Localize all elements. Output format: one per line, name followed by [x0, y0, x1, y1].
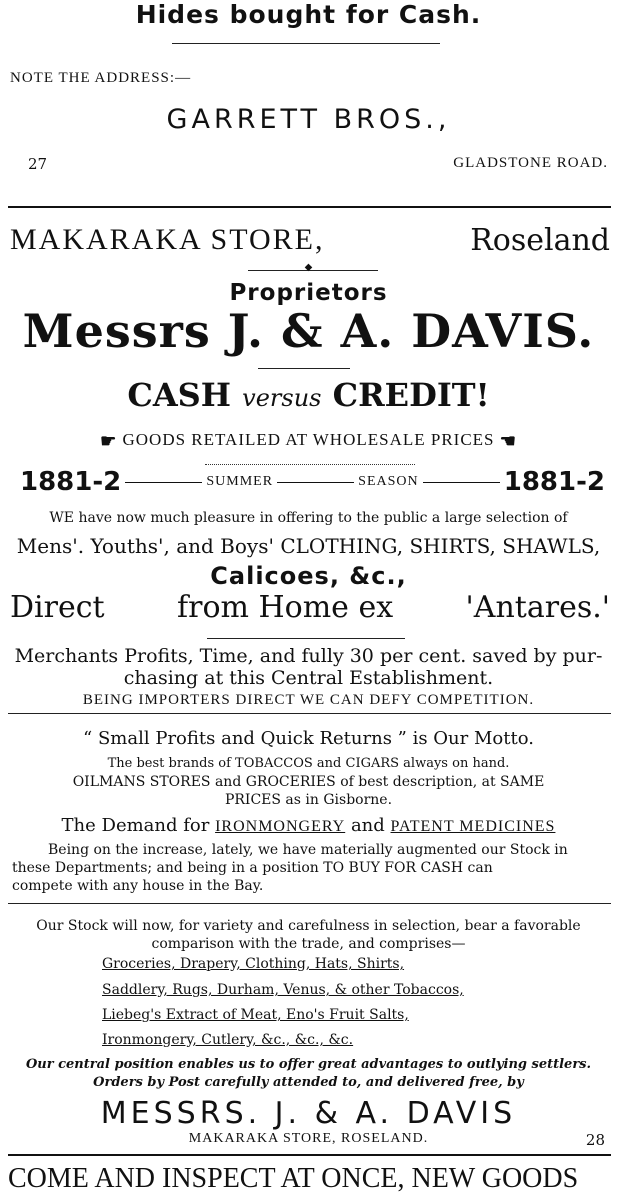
- section-divider: [8, 206, 611, 208]
- antares-word: 'Antares.': [465, 590, 610, 625]
- direct-word: Direct: [10, 590, 105, 625]
- pointing-hand-icon: ☚: [499, 430, 517, 451]
- divider: [172, 43, 440, 44]
- and-text: and: [350, 815, 385, 836]
- season-year-left: 1881-2: [20, 467, 122, 497]
- come-and-inspect: COME AND INSPECT AT ONCE, NEW GOODS: [8, 1163, 579, 1194]
- orders-by-post: Orders by Post carefully attended to, and delivered free, by: [93, 1075, 524, 1090]
- stock-item-liebeg: Liebeg's Extract of Meat, Eno's Fruit Salts,: [102, 1007, 409, 1023]
- importers-direct: BEING IMPORTERS DIRECT WE CAN DEFY COMPETITION.: [82, 692, 535, 708]
- stock-line-1: Our Stock will now, for variety and carefulness in selection, bear a favorable: [36, 918, 581, 934]
- street-number: 27: [28, 155, 48, 173]
- stock-item-saddlery: Saddlery, Rugs, Durham, Venus, & other Tobaccos,: [102, 982, 464, 998]
- note-address: NOTE THE ADDRESS:—: [10, 70, 192, 86]
- stock-item-ironmongery: Ironmongery, Cutlery, &c., &c., &c.: [102, 1032, 354, 1048]
- ironmongery-text: IRONMONGERY: [215, 818, 346, 835]
- street-name: GLADSTONE ROAD.: [453, 155, 608, 171]
- from-home-words: from Home ex: [177, 590, 394, 625]
- offer-text: WE have now much pleasure in offering to the public a large selection of: [49, 510, 568, 526]
- messrs-davis: Messrs J. & A. DAVIS.: [22, 304, 595, 358]
- garrett-bros-title: GARRETT BROS.,: [166, 104, 451, 135]
- increase-line-3: compete with any house in the Bay.: [12, 878, 264, 894]
- increase-line-1: Being on the increase, lately, we have materially augmented our Stock in: [48, 842, 568, 858]
- proprietors-label: Proprietors: [229, 280, 388, 306]
- goods-retailed: [0, 430, 617, 452]
- motto: “ Small Profits and Quick Returns ” is Our Motto.: [83, 728, 534, 749]
- cash-versus-credit: [0, 376, 617, 414]
- season-summer: SUMMER: [206, 474, 274, 489]
- messrs-davis-footer: MESSRS. J. & A. DAVIS: [100, 1096, 517, 1131]
- pointing-hand-icon: ☛: [100, 430, 118, 451]
- divider: [207, 638, 405, 639]
- season-line: [20, 467, 605, 497]
- central-position: Our central position enables us to offer great advantages to outlying settlers.: [25, 1057, 592, 1072]
- oilmans-stores: OILMANS STORES and GROCERIES of best description, at SAME: [72, 774, 545, 790]
- season-year-right: 1881-2: [503, 467, 605, 497]
- cash-word: CASH: [127, 376, 231, 414]
- hides-heading: Hides bought for Cash.: [135, 0, 482, 29]
- store-location: Roseland: [470, 223, 610, 258]
- versus-word: versus: [242, 384, 322, 412]
- store-name: MAKARAKA STORE,: [10, 223, 325, 256]
- ad-number: 28: [585, 1131, 605, 1149]
- goods-retailed-text: GOODS RETAILED AT WHOLESALE PRICES: [122, 430, 495, 449]
- store-title: [10, 223, 610, 258]
- season-season: SEASON: [358, 474, 419, 489]
- patent-medicines-text: PATENT MEDICINES: [390, 818, 556, 835]
- divider: [258, 368, 350, 369]
- chasing-central: chasing at this Central Establishment.: [123, 667, 494, 689]
- stock-item-groceries: Groceries, Drapery, Clothing, Hats, Shirts,: [102, 956, 405, 972]
- section-divider: [8, 1154, 611, 1156]
- calicoes-heading: Calicoes, &c.,: [210, 562, 407, 590]
- credit-word: CREDIT!: [332, 376, 490, 414]
- increase-line-2: these Departments; and being in a position TO BUY FOR CASH can: [12, 860, 493, 876]
- demand-text: The Demand for: [61, 815, 210, 836]
- merchants-profits: Merchants Profits, Time, and fully 30 per cent. saved by pur-: [14, 645, 603, 667]
- direct-from-home: [10, 590, 610, 625]
- dotted-divider: [205, 464, 415, 465]
- stock-line-2: comparison with the trade, and comprises—: [151, 936, 466, 952]
- divider: [8, 713, 611, 714]
- best-brands: The best brands of TOBACCOS and CIGARS always on hand.: [107, 756, 510, 771]
- gisborne-prices: PRICES as in Gisborne.: [224, 792, 393, 808]
- demand-line: [0, 815, 617, 836]
- diamond-ornament: ◆: [304, 262, 313, 273]
- store-address: MAKARAKA STORE, ROSELAND.: [188, 1131, 429, 1146]
- mens-clothing: Mens'. Youths', and Boys' CLOTHING, SHIRTS, SHAWLS,: [16, 534, 601, 558]
- divider: [8, 903, 611, 904]
